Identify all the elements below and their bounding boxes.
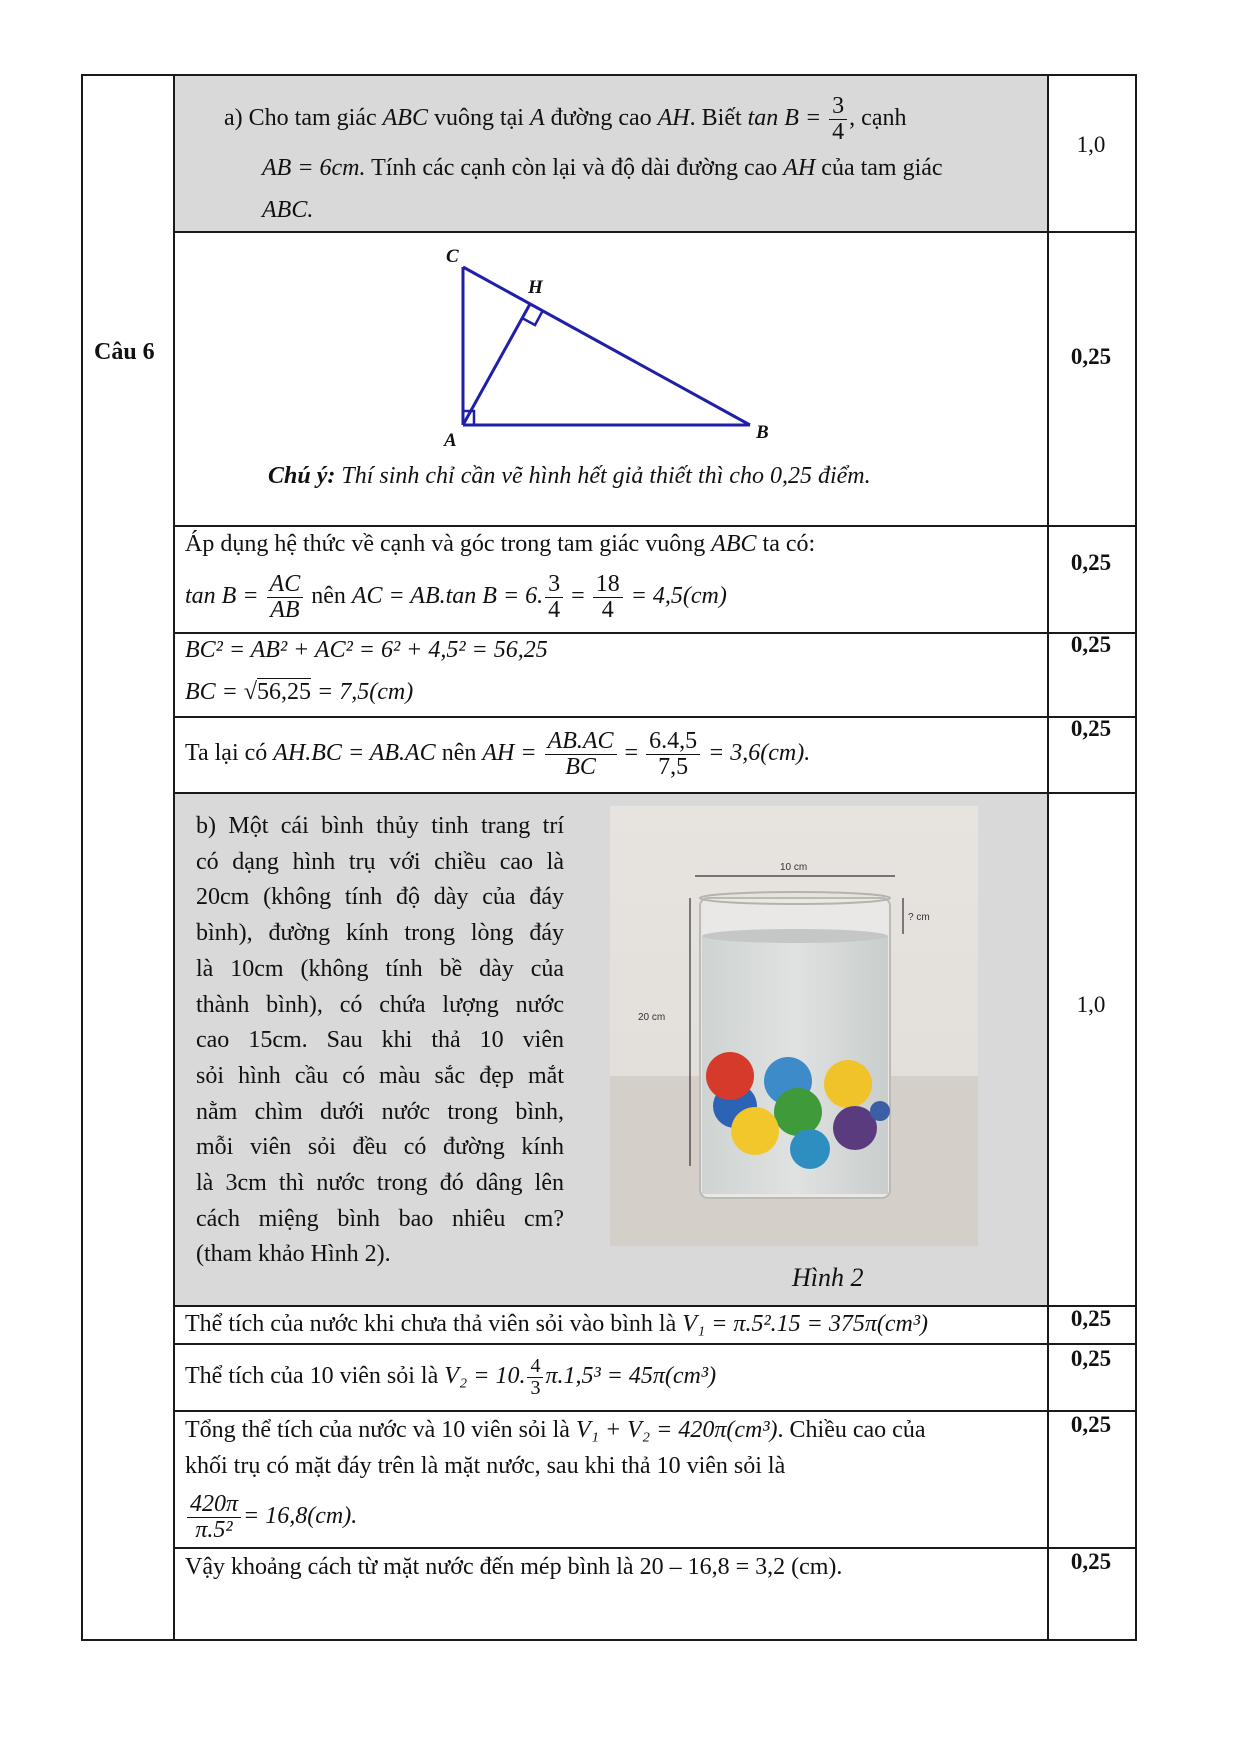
- fraction: $\frac{4}{3}$: [527, 1356, 543, 1399]
- part-b-score: 1,0: [1076, 992, 1106, 1017]
- part-a-line-2: AB = 6cm. Tính các cạnh còn lại và độ dài đường cao AH của tam giác: [262, 155, 943, 181]
- step1-line-1: Áp dụng hệ thức về cạnh và góc trong tam giác vuông ABC ta có:: [185, 531, 816, 557]
- fraction: $\frac{6.4,5}{7,5}$: [646, 729, 700, 780]
- altitude-ah: [463, 304, 530, 425]
- part-b-line: nằm chìm dưới nước trong bình,: [196, 1098, 564, 1125]
- part-b-line: bình), đường kính trong lòng đáy: [196, 920, 564, 947]
- table-bottom-border: [81, 1639, 1137, 1641]
- row-divider: [173, 1343, 1137, 1345]
- svg-text:? cm: ? cm: [908, 912, 930, 923]
- step5-score: 0,25: [1070, 1346, 1112, 1371]
- part-b-line: 20cm (không tính độ dày của đáy: [196, 884, 564, 911]
- glass-illustration: [610, 806, 978, 1246]
- figure-score: 0,25: [1070, 344, 1112, 369]
- table-right-border: [1135, 74, 1137, 1641]
- step6-score: 0,25: [1070, 1412, 1112, 1437]
- step1-score: 0,25: [1070, 550, 1112, 575]
- part-b-line: sỏi hình cầu có màu sắc đẹp mắt: [196, 1062, 564, 1089]
- sqrt-sign: √: [243, 679, 258, 705]
- step6-line-3: $\frac{420\pi}{\text{π.5²}}$ = 16,8(cm).: [185, 1488, 357, 1544]
- fraction: $\frac{420\pi}{\text{π.5²}}$: [187, 1492, 241, 1543]
- part-a-line-1: a) Cho tam giác ABC vuông tại A đường cao AH. Biết tan B = $\frac{3}{4}$ , cạnh: [224, 93, 907, 146]
- step4-score: 0,25: [1070, 1306, 1112, 1331]
- svg-text:20 cm: 20 cm: [638, 1012, 666, 1023]
- fraction: $\frac{AB.AC}{BC}$: [545, 729, 617, 780]
- part-b-last-line: (tham khảo Hình 2).: [196, 1241, 391, 1267]
- part-b-line: cách miệng bình bao nhiêu cm?: [196, 1205, 564, 1232]
- step2-score: 0,25: [1070, 632, 1112, 657]
- part-b-line: b) Một cái bình thủy tinh trang trí: [196, 813, 564, 839]
- triangle-figure: [430, 240, 790, 460]
- svg-text:10 cm: 10 cm: [780, 862, 808, 873]
- figure-note: Chú ý: Thí sinh chỉ cần vẽ hình hết giả thiết thì cho 0,25 điểm.: [268, 463, 871, 489]
- step7-score: 0,25: [1070, 1549, 1112, 1574]
- step6-line-1: Tổng thể tích của nước và 10 viên sỏi là V₁ + V₂ = 420π(cm³). Chiều cao của: [185, 1417, 926, 1443]
- label-a: A: [444, 430, 457, 451]
- step6-line-2: khối trụ có mặt đáy trên là mặt nước, sau khi thả 10 viên sỏi là: [185, 1453, 786, 1479]
- fraction: $\frac{3}{4}$: [829, 94, 847, 145]
- step4-line: Thể tích của nước khi chưa thả viên sỏi vào bình là V₁ = π.5².15 = 375π(cm³): [185, 1311, 929, 1337]
- step7-line: Vậy khoảng cách từ mặt nước đến mép bình là 20 – 16,8 = 3,2 (cm).: [185, 1554, 843, 1580]
- label-b: B: [756, 422, 769, 443]
- table-top-border: [81, 74, 1137, 76]
- table-col-divider-2: [1047, 74, 1049, 1641]
- fraction: $\frac{18}{4}$: [593, 572, 623, 623]
- row-divider: [173, 231, 1137, 233]
- step1-line-2: tan B = $\frac{AC}{AB}$ nên AC = AB.tan B = 6. $\frac{3}{4}$ = $\frac{18}{4}$ = 4,5(cm): [185, 570, 727, 623]
- table-left-border: [81, 74, 83, 1641]
- step2-line-1: BC² = AB² + AC² = 6² + 4,5² = 56,25: [185, 637, 548, 663]
- label-c: C: [446, 246, 459, 267]
- question-label: Câu 6: [94, 339, 155, 365]
- step3-line: Ta lại có AH.BC = AB.AC nên AH = $\frac{AB.AC}{BC}$ = $\frac{6.4,5}{7,5}$ = 3,6(cm).: [185, 727, 811, 780]
- part-b-line: là 10cm (không tính bề dày của: [196, 955, 564, 982]
- glass-photo: [610, 806, 978, 1246]
- part-b-line: là 3cm thì nước trong đó dâng lên: [196, 1170, 564, 1196]
- part-a-score: 1,0: [1076, 132, 1106, 157]
- table-col-divider-1: [173, 74, 175, 1641]
- label-h: H: [528, 277, 543, 298]
- fraction: $\frac{3}{4}$: [545, 572, 563, 623]
- step3-score: 0,25: [1070, 716, 1112, 741]
- part-b-line: thành bình), có chứa lượng nước: [196, 991, 564, 1018]
- figure-caption: Hình 2: [792, 1263, 864, 1292]
- part-b-line: có dạng hình trụ với chiều cao là: [196, 848, 564, 875]
- fraction: $\frac{AC}{AB}$: [267, 572, 304, 623]
- step5-line: Thể tích của 10 viên sỏi là V₂ = 10. $\frac{4}{3}$ π.1,5³ = 45π(cm³): [185, 1354, 717, 1399]
- row-divider: [173, 792, 1137, 794]
- part-b-line: mỗi viên sỏi đều có đường kính: [196, 1134, 564, 1161]
- part-a-line-3: ABC.: [262, 197, 314, 223]
- part-b-line: cao 15cm. Sau khi thả 10 viên: [196, 1027, 564, 1054]
- step2-line-2: BC = √56,25 = 7,5(cm): [185, 679, 414, 705]
